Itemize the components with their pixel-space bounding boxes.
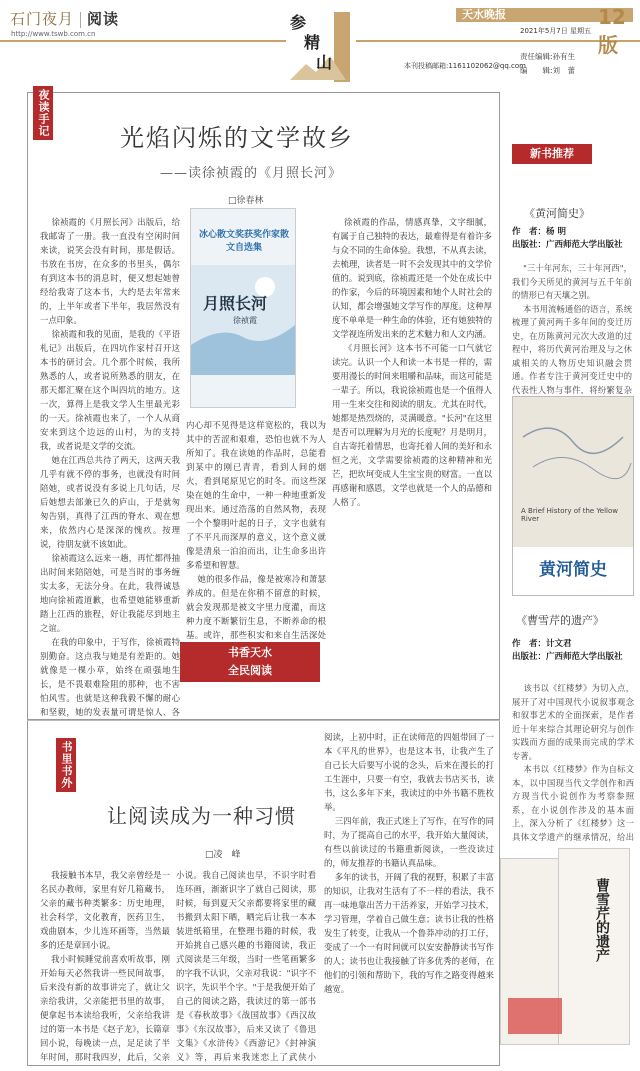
article-body-col1: 徐祯霞的《月照长河》出版后，给我邮寄了一册。我一直没有空闲时间来读，说笑会没有时间，那是假话。书放在书房，在众多的书里头，偶尔有到这本书的消息时，便又想起她曾经给我寄了这本书，大约是去年常来的，上半年或者下半年，我居然没有一点印象。 徐祯霞和我的见面，是我的《平语札记》出版后，在四坑作家村召开这本书的研讨会。几个那个时候，我所熟悉的人，或者说所熟悉的朋友，在那天都汇聚在这个叫四坑的地方。这一次，算得上是我文学人生里最光彩的一天。徐祯霞也来了，一个人从商安来到这个边远的山村，为的支持我，或者说是文学的交流。 她在江西总共待了两天，这两天我几乎有就不停的事务，也就没有时间陪她，或者说没有多说上几句话，尽后她想去部兼已久的庐山，于是就匆匆告别，真得了江西的脊水、观在想来，依然内心是深深的愧疚。按理说，待朋友就不该如此。 徐祯霞这么远来一趟，再忙都得抽出时间来陪陪她，可是当时的事务缠实太多，无法分身。在此，我得诚恳地向徐祯霞道歉，也希望她能够重新踏上江西的旅程，好让我能尽到地主之谊。 在我的印象中，于写作，徐祯霞特别勤奋。这点我与她是有差距的。她就像是一棵小草，始终在顽强地生长，是不畏艰难险阻的那种，也不害怕风雪。也就是这种我毅不懈的耐心和坚毅，她的发表量可谓是惊人、各 [40, 217, 180, 717]
cover-title: 黄河简史 [539, 560, 607, 580]
cover-author: 徐祯霞 [233, 316, 257, 325]
book-author: 作 者：计文君 [512, 639, 572, 649]
sidebar-book-meta [512, 226, 632, 252]
article-body-col2: 小说。我自己阅读也早，不识字时看连环画，渐渐识字了就自己阅读，那时候，每到夏天父亲都要将家里的藏书搬到太阳下晒，晒完后让我一本本装进纸箱里，在整理书籍的时候，我开始挑自己感兴趣的书籍阅读，我正式阅读是三年级，当时一些笔画繁多的字我不认识，父亲对我说："识字不识字，先识半个字。"于是我便开始了自己的阅读之路，我读过的第一部书是《春秋故事》《战国故事》《西汉故事》《东汉故事》，后来又读了《鲁迅文集》《水浒传》《西游记》《封神演义》等，再后来我迷恋上了武侠小 [176, 870, 316, 1062]
column-tag: 书里书外 [56, 738, 76, 792]
editor-line: 责任编辑:孙有生 [520, 52, 576, 61]
site-url[interactable]: http://www.tswb.com.cn [11, 30, 96, 38]
sidebar-book-blurb: 该书以《红楼梦》为切入点，展开了对中国现代小说叙事观念和叙事艺术的全面探索，是作者近十年来综合其理论研究与创作实践而方面的成果而完成的学术专著。 本书以《红楼梦》作为自标文本，以中国现当代文学创作和西方现当代小说创作为考察参照系，在小说创作涉及的基本面上，深入分析了《红楼梦》这一具体文学遗产的继承情况，给出 [512, 683, 634, 842]
book-cover [512, 396, 634, 596]
article-author: □凌 峰 [205, 850, 241, 860]
sidebar-book-title: 《曹雪芹的遗产》 [516, 614, 604, 627]
section-name: 石门夜月 [10, 10, 75, 28]
book-cover [500, 848, 632, 1048]
section-read: 阅读 [87, 10, 120, 28]
sidebar-book-meta [512, 638, 634, 664]
page-number: 12版 [598, 5, 626, 57]
cover-title: 月照长河 [203, 294, 268, 313]
article-body-col3: 阅读，上初中时，正在读师范的四姐带回了一本《平凡的世界》，也是这本书，让我产生了自己长大后要写小说的念头，后来在漫长的打工生涯中，只要一有空，我就去书店买书，读书，这么多年下来，我读过的中外书籍不胜枚举。 三四年前，我正式迷上了写作，在写作的同时，为了提高自己的水平，我开始大量阅读，有些以前读过的书籍重新阅读，一些没读过的，师友推荐的书籍认真品味。 多年的读书，开阔了我的视野，积累了丰富的知识，让我对生活有了不一样的看法，我不再一味地靠出苦力干活养家，开始学习技术，学习管理，学着自己做生意；读书让我的性格发生了转变，让我从一个鲁莽冲动的打工仔，变成了一个一有时间就可以安安静静读书写作的人；读书也让我接触了许多优秀的老师，在他们的引领和帮助下，我的写作之路变得越来越宽。 [324, 732, 494, 994]
svg-text:精: 精 [304, 33, 321, 52]
article-title: 光焰闪烁的文学故乡 [120, 124, 354, 152]
article-body-col1: 我接触书本早，我父亲曾经是一名民办教师，家里有好几箱藏书，父亲的藏书种类繁多：历史地理，社会科学，文化教育，医药卫生，戏曲剧本，少儿连环画等，当然最多的还是章回小说。 我小时候睡觉前喜欢听故事，刚开始每天必然我讲一些民间故事，后来没有新的故事讲完了，就让父亲给我讲，父亲能把书里的故事，便拿起书本读给我听，父亲给我讲过的第一本书是《赵子龙》，长篇章回小说，每晚读一点，足足读了半年时间，那时我四岁，此后，父亲 [40, 870, 170, 1062]
promo-line: 书香天水 [228, 646, 272, 659]
divider [27, 720, 500, 721]
cover-title: 曹雪芹的遗产 [594, 878, 610, 962]
cover-en-title: A Brief History of the Yellow River [521, 507, 618, 523]
book-publisher: 出版社：广西师范大学出版社 [512, 652, 623, 662]
divider [80, 12, 81, 28]
promo-line: 全民阅读 [228, 664, 272, 677]
editor-line: 编 辑:刘 蕾 [520, 66, 576, 75]
column-tag: 夜读手记 [33, 86, 53, 140]
column-logo [286, 6, 356, 88]
logo-text: 参 [290, 13, 307, 32]
article-author: □徐春林 [228, 196, 264, 206]
article-subtitle: ——读徐祯霞的《月照长河》 [160, 166, 343, 181]
paper-name: 天水晚报 [462, 8, 506, 21]
book-cover [190, 208, 296, 408]
section-masthead [10, 8, 119, 29]
article-body-col3: 徐祯霞的作品，情感真挚，文字细腻，有属于自己独特的表达，最难得是有着许多与众不同的生命体验。我想，不从真去读，去梳理，读者是一时不会发现其中的文学价值的。说到底，徐祯霞还是一个处在成长中的作家，今后的环境因素和她个人时社会的认知，都会增强她文学写作的厚度。这种厚度不单单是一种生命的体验，还有她独特的文学视连所发出来的艺术魅力和人文内涵。 《月照长河》这本书不可能一口气就它读完。认识一个人和读一本书是一样的，需要用漫长的时间来咀嚼和品味，而这可能是一辈子。所以，我说徐祯霞也是一个值得人用一生来交往和阅读的朋友。尤其在时代，她都是热烈烧的，灵满暖意。"长河"在这里是否可以理解为月光的长度呢？月是明月，自古寄托着情思，也寄托着人间的美好和永恒之光，文学需要徐祯霞的这种精神和光芒，把坎坷变成人生宝宝贵的财富。一直以再感谢和感恩，文学也就是一个人的品德和人格了。 [332, 217, 492, 507]
article-body-col2: 内心却不见得是这样宽松的，我以为其中的苦涩和艰难，恐怕也就不为人所知了。我在读她的作品时，总能看到某中的刚已青青，看到人间的烟火，看到尾原见它的时冬。而这些深染在她的生命中，一种一种地重新发现出来。通过浩荡的自然风物，表现一个个黎明叶起的日子，文字也就有了不平凡而深厚的意义，这个意义就像是清泉一泊泊而出，让生命多出许多希望和智慧。 她的很多作品，像是被寒冷和萧瑟养成的。但是在你稍不留意的时候，就会发现那是被文字里力度灌，而这种力度不断繁衍生息，不断养命的根基。或许，那些积实和来自生活深处 [186, 420, 326, 640]
sidebar-book-title: 《黄河简史》 [524, 207, 590, 220]
book-publisher: 出版社：广西师范大学出版社 [512, 240, 623, 250]
issue-date: 2021年5月7日 星期五 [520, 27, 591, 35]
book-author: 作 者：杨 明 [512, 227, 566, 237]
cover-series: 冰心散文奖获奖作家散文自选集 [199, 230, 290, 253]
svg-text:山: 山 [316, 53, 333, 72]
sidebar-book-blurb: "三十年河东，三十年河西"，我们今天所见的黄河与五千年前的情形已有天壤之别。 本书用流畅通俗的语言，系统梳理了黄河两千多年间的变迁历史，在历陈黄河元次大改道的过程中，将历代黄河治理及与之休戚相关的人物历史知识融会贯通。作者专注于黄河变迁史中的代表性人物与事件，将纷繁复杂 [512, 263, 632, 394]
submission-email[interactable]: 本刊投稿邮箱:1161102062@qq.com [404, 62, 526, 70]
sidebar-header: 新书推荐 [512, 144, 592, 164]
article-title: 让阅读成为一种习惯 [107, 804, 296, 828]
promo-banner [180, 642, 320, 682]
editor-credits [520, 50, 575, 78]
